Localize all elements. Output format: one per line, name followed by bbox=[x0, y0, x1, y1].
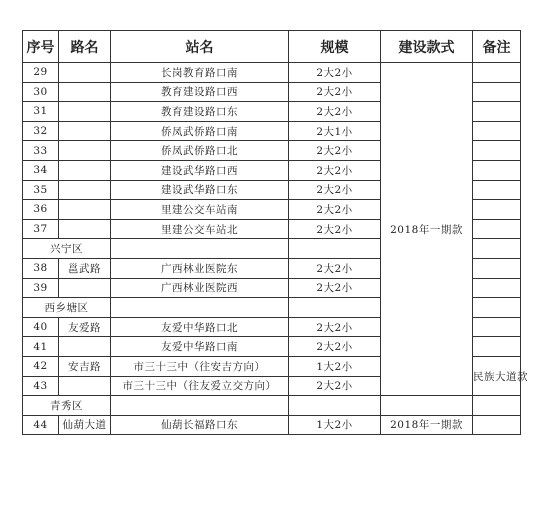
row-remark bbox=[473, 82, 521, 102]
row-station: 仙葫长福路口东 bbox=[111, 415, 289, 435]
row-scale: 2大2小 bbox=[289, 258, 381, 278]
row-station: 里建公交车站南 bbox=[111, 200, 289, 220]
row-remark bbox=[473, 258, 521, 278]
row-no: 30 bbox=[23, 82, 59, 102]
region-label: 青秀区 bbox=[23, 396, 111, 416]
row-road bbox=[59, 219, 111, 239]
row-road bbox=[59, 121, 111, 141]
row-no: 36 bbox=[23, 200, 59, 220]
row-scale: 2大2小 bbox=[289, 102, 381, 122]
row-scale: 2大2小 bbox=[289, 278, 381, 298]
row-scale: 2大2小 bbox=[289, 317, 381, 337]
row-no: 41 bbox=[23, 337, 59, 357]
row-station: 教育建设路口东 bbox=[111, 102, 289, 122]
row-station: 市三十三中（往安吉方向） bbox=[111, 356, 289, 376]
row-road bbox=[59, 278, 111, 298]
row-station: 里建公交车站北 bbox=[111, 219, 289, 239]
row-road bbox=[59, 200, 111, 220]
row-no: 35 bbox=[23, 180, 59, 200]
region-empty bbox=[289, 239, 381, 259]
row-scale: 1大2小 bbox=[289, 415, 381, 435]
row-no: 39 bbox=[23, 278, 59, 298]
row-remark bbox=[473, 298, 521, 318]
region-empty bbox=[111, 298, 289, 318]
region-row bbox=[23, 396, 521, 416]
row-road bbox=[59, 102, 111, 122]
row-no: 33 bbox=[23, 141, 59, 161]
row-station: 长岗教育路口南 bbox=[111, 63, 289, 83]
station-table bbox=[22, 30, 528, 435]
row-station: 教育建设路口西 bbox=[111, 82, 289, 102]
row-road: 安吉路 bbox=[59, 356, 111, 376]
row-no: 29 bbox=[23, 63, 59, 83]
row-remark bbox=[473, 160, 521, 180]
row-scale: 2大2小 bbox=[289, 160, 381, 180]
row-scale: 2大2小 bbox=[289, 219, 381, 239]
row-road bbox=[59, 376, 111, 396]
row-scale: 2大2小 bbox=[289, 141, 381, 161]
header-row bbox=[23, 31, 521, 63]
row-remark bbox=[473, 415, 521, 435]
region-empty bbox=[111, 396, 289, 416]
row-no: 34 bbox=[23, 160, 59, 180]
row-no: 40 bbox=[23, 317, 59, 337]
row-no: 31 bbox=[23, 102, 59, 122]
row-road bbox=[59, 82, 111, 102]
row-style: 2018年一期款 bbox=[381, 415, 473, 435]
row-scale: 2大1小 bbox=[289, 121, 381, 141]
header-remark: 备注 bbox=[473, 31, 521, 63]
row-remark bbox=[473, 278, 521, 298]
row-scale: 2大2小 bbox=[289, 376, 381, 396]
row-station: 侨凤武侨路口南 bbox=[111, 121, 289, 141]
style-minzu-cell: 民族大道款 bbox=[473, 356, 521, 395]
row-remark bbox=[473, 317, 521, 337]
row-station: 广西林业医院东 bbox=[111, 258, 289, 278]
header-road: 路名 bbox=[59, 31, 111, 63]
row-road bbox=[59, 141, 111, 161]
row-road bbox=[59, 160, 111, 180]
row-station: 市三十三中（往友爱立交方向） bbox=[111, 376, 289, 396]
region-empty bbox=[289, 298, 381, 318]
row-road: 邕武路 bbox=[59, 258, 111, 278]
row-remark bbox=[473, 141, 521, 161]
row-road: 友爱路 bbox=[59, 317, 111, 337]
row-station: 友爱中华路口南 bbox=[111, 337, 289, 357]
row-scale: 2大2小 bbox=[289, 63, 381, 83]
header-no: 序号 bbox=[23, 31, 59, 63]
row-road: 仙葫大道 bbox=[59, 415, 111, 435]
row-remark bbox=[473, 219, 521, 239]
row-scale: 2大2小 bbox=[289, 337, 381, 357]
row-station: 友爱中华路口北 bbox=[111, 317, 289, 337]
row-remark bbox=[473, 121, 521, 141]
row-road bbox=[59, 63, 111, 83]
region-label: 兴宁区 bbox=[23, 239, 111, 259]
table-row bbox=[23, 415, 521, 435]
row-no: 32 bbox=[23, 121, 59, 141]
row-road bbox=[59, 180, 111, 200]
row-station: 建设武华路口东 bbox=[111, 180, 289, 200]
table-row bbox=[23, 63, 521, 83]
header-style: 建设款式 bbox=[381, 31, 473, 63]
row-no: 43 bbox=[23, 376, 59, 396]
region-label: 西乡塘区 bbox=[23, 298, 111, 318]
region-empty bbox=[289, 396, 381, 416]
row-scale: 2大2小 bbox=[289, 82, 381, 102]
header-scale: 规模 bbox=[289, 31, 381, 63]
row-no: 37 bbox=[23, 219, 59, 239]
row-scale: 2大2小 bbox=[289, 200, 381, 220]
row-remark bbox=[473, 200, 521, 220]
row-no: 38 bbox=[23, 258, 59, 278]
row-remark bbox=[473, 102, 521, 122]
row-remark bbox=[473, 239, 521, 259]
style-2018-cell: 2018年一期款 bbox=[381, 63, 473, 396]
header-station: 站名 bbox=[111, 31, 289, 63]
row-scale: 1大2小 bbox=[289, 356, 381, 376]
region-empty bbox=[111, 239, 289, 259]
region-empty bbox=[381, 396, 473, 416]
row-no: 44 bbox=[23, 415, 59, 435]
row-road bbox=[59, 337, 111, 357]
row-remark bbox=[473, 180, 521, 200]
row-scale: 2大2小 bbox=[289, 180, 381, 200]
row-station: 广西林业医院西 bbox=[111, 278, 289, 298]
row-remark bbox=[473, 63, 521, 83]
row-station: 侨凤武侨路口北 bbox=[111, 141, 289, 161]
row-no: 42 bbox=[23, 356, 59, 376]
row-station: 建设武华路口西 bbox=[111, 160, 289, 180]
row-remark bbox=[473, 396, 521, 416]
row-remark bbox=[473, 337, 521, 357]
